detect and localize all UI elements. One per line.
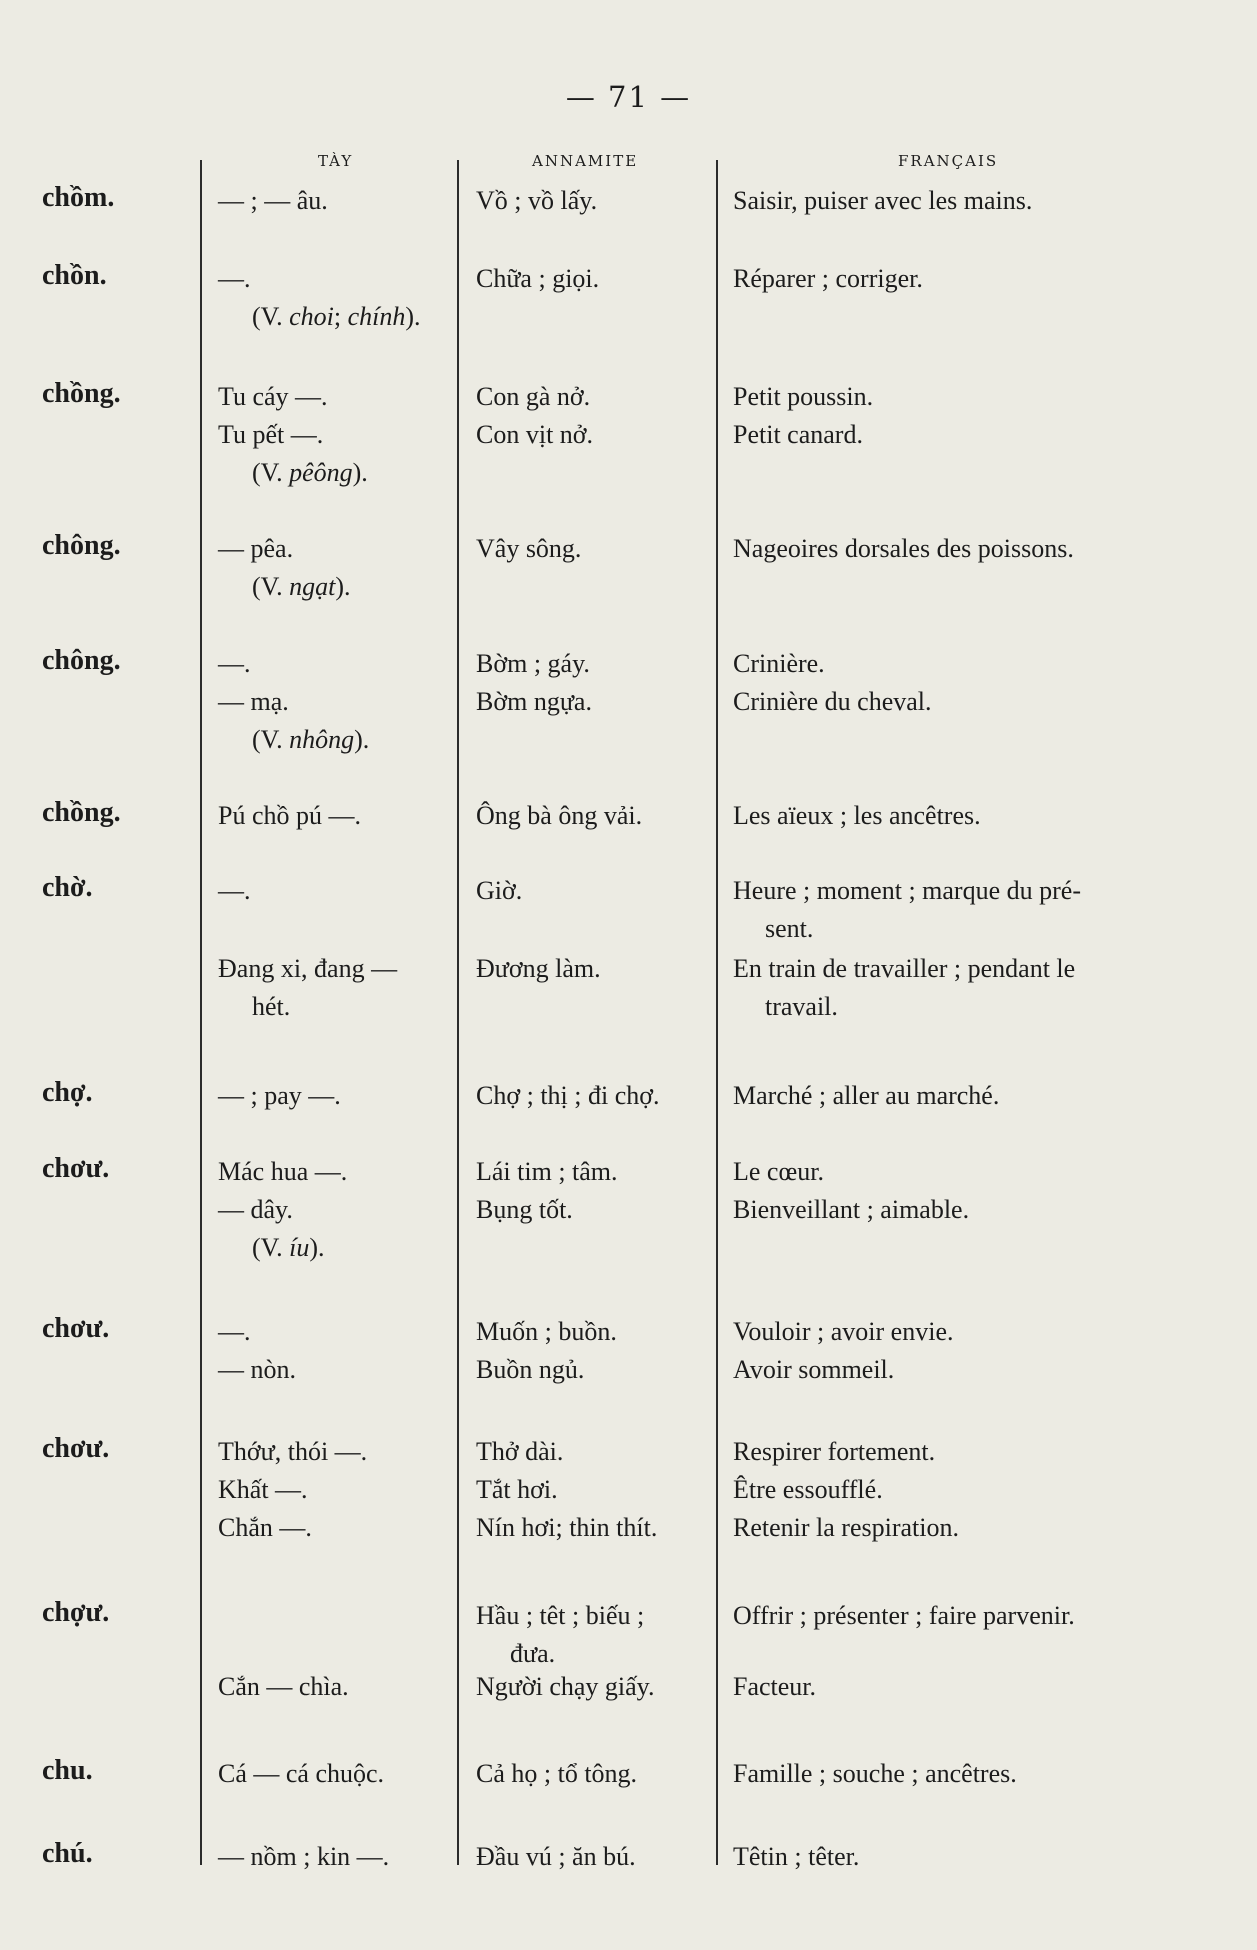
tay-line: Mác hua —. [218,1157,348,1186]
annamite-line: đưa. [510,1639,556,1668]
french-line: Heure ; moment ; marque du pré- [733,876,1081,905]
french-line: Les aïeux ; les ancêtres. [733,801,981,830]
french-line: Retenir la respiration. [733,1513,959,1542]
tay-line: Khất —. [218,1475,308,1504]
column-rule-middle [457,160,459,1865]
french-column [733,950,1203,1026]
tay-line: —. [218,649,251,678]
annamite-column [476,797,721,835]
annamite-column [476,1597,721,1673]
tay-column [218,530,453,606]
tay-line: Tu pết —. [218,420,324,449]
annamite-line: Muốn ; buồn. [476,1317,617,1346]
tay-column [218,645,453,759]
tay-column [218,1838,453,1876]
column-header-tay: TÀY [318,152,354,170]
annamite-line: Buồn ngủ. [476,1355,585,1384]
annamite-line: Đương làm. [476,954,601,983]
annamite-line: Người chạy giấy. [476,1672,655,1701]
tay-column [218,182,453,220]
tay-line: — dây. [218,1195,293,1224]
tay-line: (V. ngạt). [252,572,351,601]
column-rule-left [200,160,202,1865]
headword: chồng. [42,378,121,409]
tay-line: — nồm ; kin —. [218,1842,390,1871]
french-column [733,645,1203,721]
annamite-column [476,1838,721,1876]
headword: chờ. [42,872,93,903]
annamite-line: Chợ ; thị ; đi chợ. [476,1081,660,1110]
headword: chồn. [42,260,107,291]
annamite-column [476,1755,721,1793]
annamite-column [476,950,721,988]
annamite-column [476,182,721,220]
annamite-line: Cả họ ; tổ tông. [476,1759,638,1788]
french-line: Marché ; aller au marché. [733,1081,1000,1110]
headword: chợ. [42,1077,93,1108]
french-line: Crinière du cheval. [733,687,932,716]
annamite-line: Chữa ; giọi. [476,264,600,293]
annamite-line: Bờm ngựa. [476,687,592,716]
french-line: travail. [765,992,838,1021]
french-column [733,797,1203,835]
annamite-line: Bờm ; gáy. [476,649,590,678]
column-header-annamite: ANNAMITE [532,152,639,170]
french-column [733,1313,1203,1389]
tay-line: — ; pay —. [218,1081,341,1110]
tay-line: Thớư, thói —. [218,1437,368,1466]
french-line: Petit poussin. [733,382,874,411]
column-header-francais: FRANÇAIS [898,152,999,170]
french-column [733,1755,1203,1793]
annamite-column [476,1313,721,1389]
annamite-column [476,260,721,298]
french-line: Petit canard. [733,420,863,449]
french-line: Vouloir ; avoir envie. [733,1317,954,1346]
french-column [733,378,1203,454]
tay-line: —. [218,1317,251,1346]
tay-line: — ; — âu. [218,186,328,215]
headword: chồm. [42,182,115,213]
tay-line: — pêa. [218,534,294,563]
tay-line: — nòn. [218,1355,296,1384]
french-column [733,1668,1203,1706]
tay-line: hét. [252,992,291,1021]
headword: chợư. [42,1597,110,1628]
tay-column [218,1433,453,1547]
french-line: Têtin ; têter. [733,1842,860,1871]
french-line: Saisir, puiser avec les mains. [733,186,1033,215]
french-column [733,530,1203,568]
french-line: Nageoires dorsales des poissons. [733,534,1074,563]
tay-line: — mạ. [218,687,289,716]
french-line: Respirer fortement. [733,1437,936,1466]
annamite-line: Bụng tốt. [476,1195,573,1224]
french-line: Bienveillant ; aimable. [733,1195,970,1224]
annamite-column [476,645,721,721]
headword: chu. [42,1755,93,1786]
headword: chơư. [42,1153,110,1184]
french-line: Facteur. [733,1672,817,1701]
french-line: Famille ; souche ; ancêtres. [733,1759,1017,1788]
page-number: — 71 — [565,80,692,114]
annamite-line: Hầu ; têt ; biếu ; [476,1601,645,1630]
headword: chông. [42,645,121,676]
annamite-line: Vây sông. [476,534,582,563]
french-line: Réparer ; corriger. [733,264,923,293]
tay-column [218,378,453,492]
tay-column [218,950,453,1026]
annamite-column [476,1668,721,1706]
annamite-line: Con gà nở. [476,382,591,411]
tay-column [218,1153,453,1267]
tay-line: (V. íu). [252,1233,325,1262]
french-column [733,872,1203,948]
tay-line: Cắn — chìa. [218,1672,349,1701]
french-line: Offrir ; présenter ; faire parvenir. [733,1601,1075,1630]
french-column [733,1838,1203,1876]
french-column [733,1153,1203,1229]
tay-line: Đang xi, đang — [218,954,398,983]
annamite-column [476,1153,721,1229]
tay-column [218,797,453,835]
annamite-line: Ông bà ông vải. [476,801,643,830]
annamite-column [476,378,721,454]
tay-line: —. [218,264,251,293]
french-line: En train de travailler ; pendant le [733,954,1076,983]
headword: chú. [42,1838,93,1869]
headword: chơư. [42,1433,110,1464]
french-line: Avoir sommeil. [733,1355,895,1384]
annamite-line: Tắt hơi. [476,1475,558,1504]
french-column [733,1077,1203,1115]
annamite-line: Giờ. [476,876,523,905]
tay-line: Tu cáy —. [218,382,328,411]
annamite-line: Nín hơi; thin thít. [476,1513,658,1542]
tay-line: (V. nhông). [252,725,370,754]
tay-line: (V. pêông). [252,458,368,487]
annamite-line: Đầu vú ; ăn bú. [476,1842,636,1871]
french-line: Crinière. [733,649,825,678]
headword: chông. [42,530,121,561]
french-line: Le cœur. [733,1157,824,1186]
annamite-column [476,1077,721,1115]
annamite-line: Vồ ; vồ lấy. [476,186,598,215]
annamite-line: Thở dài. [476,1437,564,1466]
headword: chơư. [42,1313,110,1344]
tay-column [218,1077,453,1115]
annamite-line: Con vịt nở. [476,420,594,449]
tay-column [218,1755,453,1793]
french-line: sent. [765,914,814,943]
tay-column [218,1668,453,1706]
tay-line: —. [218,876,251,905]
french-column [733,260,1203,298]
annamite-column [476,1433,721,1547]
french-column [733,1433,1203,1547]
annamite-column [476,872,721,910]
tay-line: (V. choi; chính). [252,302,421,331]
annamite-line: Lái tim ; tâm. [476,1157,618,1186]
french-column [733,1597,1203,1635]
tay-line: Cá — cá chuộc. [218,1759,385,1788]
tay-column [218,260,453,336]
french-column [733,182,1203,220]
annamite-column [476,530,721,568]
tay-column [218,872,453,910]
tay-line: Chắn —. [218,1513,312,1542]
tay-column [218,1313,453,1389]
headword: chồng. [42,797,121,828]
tay-line: Pú chồ pú —. [218,801,361,830]
french-line: Être essoufflé. [733,1475,883,1504]
